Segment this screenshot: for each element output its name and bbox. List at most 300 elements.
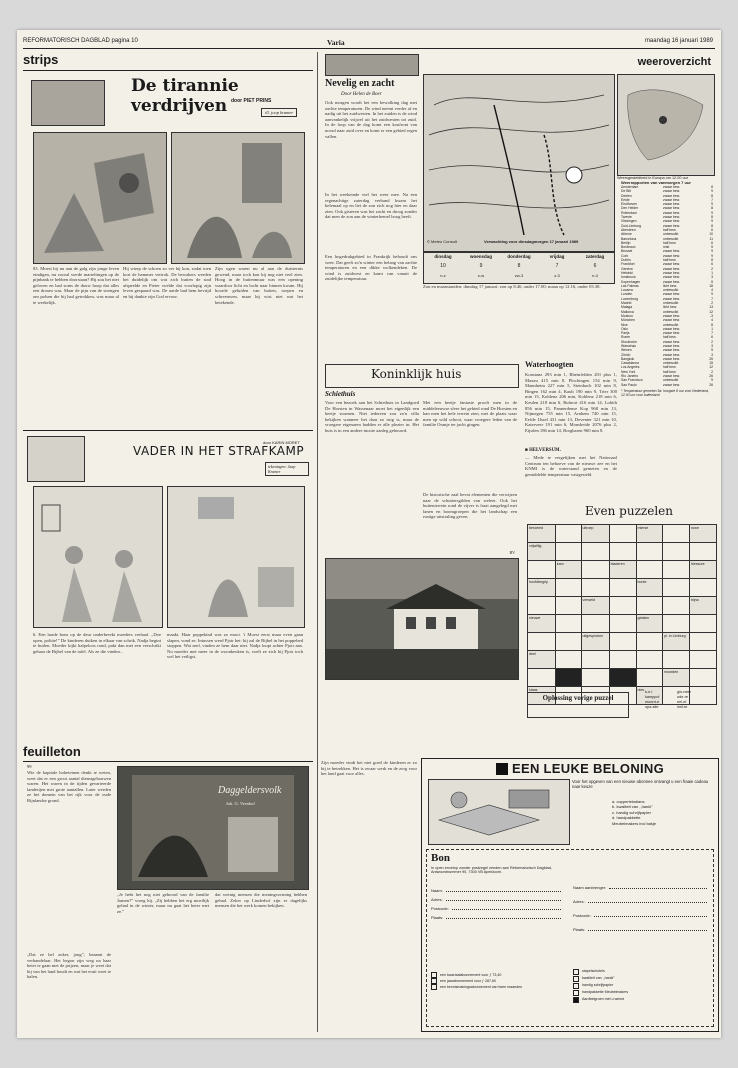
forecast-temps — [424, 263, 614, 269]
city-temp: 2 — [711, 339, 713, 344]
city-name: Londen — [621, 292, 633, 297]
feuilleton-rule — [23, 761, 313, 762]
city-name: Luxemburg — [621, 296, 638, 301]
form-field-line[interactable] — [594, 915, 707, 917]
city-condition: zwaar bew. — [663, 374, 680, 379]
puzzle-cell[interactable] — [663, 651, 690, 669]
city-condition: zwaar bew. — [663, 343, 680, 348]
oplossing-word: gin-neer — [677, 690, 691, 694]
tirannie-text-3: Zijn ogen waren nu al aan de duisternis gewend, maar toch kon hij nog niet veel zien. Hoog in de buitenmuur was een opening waardoor licht en lucht naar binnen kwam. Hij hoorde geluiden van buiten, roepen en schreeuwen, maar hij wist niet wat het betekende. — [215, 266, 303, 305]
form-field-label: Adres: — [431, 897, 443, 902]
city-condition: onbewolkt — [663, 301, 679, 306]
puzzle-cell: moorden — [663, 669, 690, 687]
city-condition: half bew. — [663, 369, 677, 374]
city-name: Genève — [621, 266, 633, 271]
beloning-ad — [421, 758, 719, 1032]
form-field[interactable] — [431, 884, 561, 893]
puzzle-cell[interactable] — [636, 669, 663, 687]
form-field-line[interactable] — [452, 908, 561, 910]
strafkamp-author: door KARIN MORET — [263, 440, 300, 445]
house-photo — [326, 559, 518, 679]
puzzle-cell[interactable] — [528, 597, 556, 615]
puzzle-cell[interactable] — [609, 543, 636, 561]
option-label: een kwartaalabonnement voor ƒ 73,40 — [440, 973, 502, 977]
waterhoogten-title: Waterhoogten — [525, 360, 574, 369]
forecast-days — [424, 254, 614, 259]
forecast-temp: 7 — [555, 263, 559, 269]
city-table-title: Weerrapporten van vanmorgen 7 uur — [621, 180, 691, 185]
puzzle-row — [528, 597, 717, 615]
oplossing-col-2 — [677, 690, 691, 710]
gift-choice[interactable] — [573, 996, 707, 1003]
city-condition: licht bew. — [663, 305, 677, 310]
puzzle-cell[interactable] — [555, 579, 581, 597]
oplossing-word: k-e-l — [645, 690, 653, 694]
puzzle-cell[interactable] — [581, 615, 609, 633]
choice-label: Aardbeigroen met u wenst — [582, 997, 624, 1001]
city-name: Bordeaux — [621, 245, 636, 250]
puzzle-cell[interactable] — [636, 597, 663, 615]
puzzle-cell[interactable] — [581, 561, 609, 579]
gift-choice[interactable] — [573, 975, 707, 982]
city-condition: zwaar bew. — [663, 223, 680, 228]
choice-label: handpakkette Meubelmakers — [582, 990, 629, 994]
city-condition: zwaar bew. — [663, 270, 680, 275]
puzzle-cell[interactable] — [581, 651, 609, 669]
city-condition: zwaar bew. — [663, 189, 680, 194]
city-condition: zwaar bew. — [663, 206, 680, 211]
city-name: Frankfort — [621, 262, 635, 267]
puzzle-cell: blessure — [690, 561, 717, 579]
forecast-temp: 8 — [517, 263, 521, 269]
puzzle-cell[interactable] — [663, 597, 690, 615]
city-condition: onbewolkt — [663, 309, 679, 314]
city-condition: zwaar bew. — [663, 296, 680, 301]
checkbox[interactable] — [573, 976, 579, 982]
city-condition: zwaar bew. — [663, 219, 680, 224]
city-condition: zwaar bew. — [663, 382, 680, 387]
form-field[interactable] — [573, 918, 707, 932]
city-name: Parijs — [621, 331, 630, 336]
city-temp: 9 — [711, 249, 713, 254]
city-condition: onbewolkt — [663, 322, 679, 327]
city-temp: 18 — [709, 283, 713, 288]
weather-title: Nevelig en zacht — [325, 78, 395, 89]
city-name: San Francisco — [621, 378, 643, 383]
city-condition: zwaar bew. — [663, 262, 680, 267]
city-condition: zwaar bew. — [663, 318, 680, 323]
puzzle-row — [528, 561, 717, 579]
checkbox[interactable] — [573, 983, 579, 989]
puzzle-cell[interactable] — [555, 543, 581, 561]
form-field-line[interactable] — [446, 899, 561, 901]
puzzle-cell[interactable] — [528, 633, 556, 651]
city-name: Wenen — [621, 348, 632, 353]
puzzle-cell: nieuwe — [528, 615, 556, 633]
city-temp: 9 — [711, 253, 713, 258]
city-name: Rotterdam — [621, 210, 637, 215]
puzzle-cell: ruwe — [690, 525, 717, 543]
form-field[interactable] — [573, 890, 707, 904]
feuilleton-text-2: „Dat ze hel zoker, jong”, beaamt de verhandelaar. Het begon zijn weg na haar beter te gaan met de prijzen, maar je weet dat hij van het land houdt en wat het eruit weet te halen. — [27, 952, 111, 980]
forecast-temp: 9 — [479, 263, 483, 269]
weeroverzicht-heading: weeroverzicht — [637, 56, 711, 68]
puzzle-cell[interactable] — [690, 615, 717, 633]
puzzle-cell[interactable] — [663, 543, 690, 561]
schiethuis-photo — [325, 558, 519, 680]
puzzle-cell[interactable] — [528, 669, 556, 687]
city-name: Rome — [621, 335, 631, 340]
puzzle-cell: deel — [528, 651, 556, 669]
city-temp: 4 — [711, 288, 713, 293]
city-condition: zwaar bew. — [663, 210, 680, 215]
strips-rule — [23, 70, 313, 71]
form-field-line[interactable] — [609, 887, 707, 889]
puzzle-cell: klaas — [528, 687, 556, 705]
gift-choice[interactable] — [573, 968, 707, 975]
puzzle-cell[interactable] — [555, 597, 581, 615]
header-rule — [23, 48, 715, 49]
city-temp: 3 — [711, 343, 713, 348]
feuilleton-illustration — [117, 766, 309, 890]
city-temp: 9 — [711, 378, 713, 383]
checkbox[interactable] — [573, 969, 579, 975]
forecast-day: woensdag — [469, 254, 492, 259]
zee-title: ■ HELVERSUM. — [525, 448, 561, 453]
city-temp: 7 — [711, 296, 713, 301]
checkbox[interactable] — [573, 997, 579, 1003]
koninklijk-text-1: Voor een bezoek aan het Schiethuis in Landgoed De Horsten in Wassenaar moet het eigenlijk een beetje stormen. Niet iedereen zou zo'n villa bekijken wanneer het daar zo ruig is, maar de vroegere eigenaren hadden er alle plezier in. Het huis is in een andere mooie aanleg gebouwd. — [325, 400, 419, 433]
weather-banner — [325, 54, 419, 76]
form-field[interactable] — [573, 876, 707, 890]
city-condition: zwaar bew. — [663, 275, 680, 280]
oplossing-title: Oplossing vorige puzzel — [542, 694, 614, 702]
form-field-label: Naam: — [431, 888, 443, 893]
zee-text: — Mede te vergelijken met het Nationaal Centrum ten behoeve van de nieuwe zee en het KNMI is de waterstand gemeten en de gemiddelde temperatuur vastgesteld. — [525, 455, 617, 477]
city-name: Amsterdam — [621, 185, 639, 189]
room-drawing — [168, 487, 304, 627]
puzzle-cell: pl. in Limburg — [663, 633, 690, 651]
city-temp: 3 — [711, 275, 713, 280]
gifts-drawing — [429, 780, 569, 844]
puzzle-cell[interactable] — [555, 633, 581, 651]
forecast-note: Zon en maanstanden: dinsdag 17 januari: zon op 8.46, onder 17.00; maan op 12.16, onder 03.38. — [423, 284, 601, 289]
city-condition: mist — [663, 245, 670, 250]
city-table — [621, 180, 717, 480]
header-section: Varia — [327, 38, 345, 47]
city-temp: 2 — [711, 369, 713, 374]
city-name: Bangkok — [621, 356, 635, 361]
puzzle-cell[interactable] — [663, 561, 690, 579]
tirannie-illustrator: ill. joop kramer — [261, 108, 297, 117]
puzzle-cell[interactable] — [690, 651, 717, 669]
choice-label: kwaliteit van ,,hanki” — [582, 976, 615, 980]
form-field-line[interactable] — [588, 929, 707, 931]
city-name: Den Helder — [621, 206, 639, 211]
puzzle-cell[interactable] — [609, 525, 636, 543]
oplossing-word: inril-te — [677, 705, 688, 709]
waterhoogten-text: Konstanz 293 min 1, Rheinfelden 201 plus 1, Maxau 415 min 8, Plochingen 154 min 9, Mannheim 227 min 5, Steinbach 102 min 8, Bingen 162 min 4, Kaub 190 min 9, Trier 300 min 15, Koblenz 206 min, Koblenz 218 min 6, Keulen 218 min 6, Ruhrort 416 min 14, Lobith 856 min 15, Pannerdense Kop 968 min 13, Nijmegen 755 min 15, Arnhem 740 min 15, Eefde IJssel 431 min 13, Deventer 321 min 10, Katerveer 191 min 6, Monsheide 2076 plus 2, Eijsden 186 min 14, Borgharen 960 min 8. — [525, 372, 617, 433]
feuilleton-number: 99 — [27, 764, 32, 769]
feuilleton-text-1: Wie de kapitale hoheteinen denkt te weten, weet dat er een groot aantal dienstgebouwen waren. Het waren in de tijden gevarieerde landerijen met grote aantallen. Later werden ze het domein van het rijk voor de oude Rijnlandse grond. — [27, 770, 111, 803]
beloning-intro: Voor het opgeven van een nieuwe abonnee ontvangt u een fraaie cadeau naar keuze — [572, 779, 709, 789]
city-temp: 9 — [711, 210, 713, 215]
city-temp: 2 — [711, 301, 713, 306]
puzzle-cell[interactable] — [555, 651, 581, 669]
puzzle-row — [528, 651, 717, 669]
city-temp: 2 — [711, 266, 713, 271]
city-name: Eindhoven — [621, 202, 638, 207]
city-name: Mallorca — [621, 309, 634, 314]
puzzle-cell[interactable] — [609, 579, 636, 597]
dungeon-drawing — [34, 133, 166, 263]
form-field-label: Postcode: — [431, 906, 449, 911]
tirannie-text-1: 83. Moest hij nu aan de galg zijn jonge leven eindigen, nu vooral werde marteltingen op de pijnbank te hebben doorstaan? Hij zou het niet geloven en had soms de douw hoop dat alles een droom was. Maar de pijn van de strengen om polsen die hij had getrokken, was maar al te werkelijk. — [33, 266, 119, 305]
oplossing-word: moord-e — [645, 700, 660, 704]
forecast-codes — [424, 273, 614, 278]
form-field-label: Plaats: — [431, 915, 444, 920]
oplossing-col-1 — [645, 690, 659, 710]
puzzle-cell[interactable] — [581, 669, 609, 687]
puzzle-cell[interactable] — [528, 561, 556, 579]
strafkamp-text-2: maakt. Haar poppekind was zo mooi. 't Moest eerst maar even gaan slapen, vond ze. Intussen werd Pjotr het: hij zal de Bijbel in het poppebed stoppen. Wat snel, vinden ze hem daar niet. Nadja loopt achter Pjotr aan. Nu moeder met meer in de woonkeuken is, voelt ze zich bij Pjotr toch wel het veiligst. — [167, 632, 303, 660]
options-list — [431, 972, 567, 990]
city-name: Sao Paulo — [621, 382, 637, 387]
puzzel-title: Even puzzelen — [585, 504, 674, 518]
feuilleton-text-5: Zijn moeder vindt het niet goed de kinderen er zo bij te betrekken. Het is zwaar werk en de zorg voor het land gaat voor alles. — [321, 760, 417, 777]
gift-item: b. kwaliteit van ,,hanki” — [612, 804, 653, 810]
forecast-day: dinsdag — [434, 254, 452, 259]
city-condition: zwaar bew. — [663, 215, 680, 220]
form-field[interactable] — [431, 911, 561, 920]
form-field-line[interactable] — [588, 901, 707, 903]
city-name: Eelde — [621, 197, 630, 202]
city-condition: zwaar bew. — [663, 292, 680, 297]
city-condition: half bew. — [663, 258, 677, 263]
puzzle-cell: mierse — [636, 525, 663, 543]
city-temp: 11 — [709, 236, 713, 241]
city-name: Warschau — [621, 343, 637, 348]
city-temp: 9 — [711, 219, 713, 224]
option-label: een jaarabonnement voor ƒ 287,60 — [440, 979, 496, 983]
gift-item: c. handig schrijfpapier — [612, 809, 651, 815]
header-date: maandag 16 januari 1989 — [644, 38, 713, 44]
puzzle-cell[interactable] — [663, 579, 690, 597]
puzzle-cell[interactable] — [609, 597, 636, 615]
form-field[interactable] — [431, 893, 561, 902]
subscription-option[interactable] — [431, 984, 567, 990]
puzzle-row — [528, 579, 717, 597]
city-temp: 6 — [711, 262, 713, 267]
puzzle-cell[interactable] — [690, 579, 717, 597]
tirannie-vignette — [31, 80, 105, 126]
puzzle-cell[interactable] — [690, 669, 717, 687]
city-temp: 26 — [709, 382, 713, 387]
waterhoogten-section — [525, 360, 617, 500]
puzzle-cell[interactable] — [690, 633, 717, 651]
city-name: Rio Janeiro — [621, 374, 639, 379]
city-temp: 10 — [709, 232, 713, 237]
forecast-day: zaterdag — [585, 254, 605, 259]
strafkamp-vignette — [27, 436, 85, 482]
tirannie-title: De tirannie verdrijven — [131, 76, 239, 116]
city-name: New York — [621, 369, 636, 374]
tirannie-panel-1 — [33, 132, 167, 264]
fields-right — [573, 876, 707, 932]
gifts-illustration — [428, 779, 570, 845]
gift-choice[interactable] — [573, 982, 707, 989]
choices-list — [573, 968, 707, 1003]
city-temp: 6 — [711, 335, 713, 340]
city-name: Vlissingen — [621, 219, 637, 224]
koninklijk-text-3: De historische zaal bevat elementen die verwijzen naar de schuttersgilden van weleer. Ook het buitenterrein rond de vijver is fraai aangelegd met lanen en boomgroepen die het landschap een rustige uitstraling geven. — [423, 492, 517, 520]
form-field-line[interactable] — [446, 890, 561, 892]
feuilleton-text-3: „Je hebt het nog niet gehoord van de familie Jansen?” vroeg hij. „Zij hebben het erg moeilijk gehad in de winter, maar nu gaat het beter met ze.” — [117, 892, 209, 914]
puzzle-cell[interactable] — [663, 525, 690, 543]
puzzle-cell: uitroep — [581, 525, 609, 543]
puzzle-cell[interactable] — [555, 615, 581, 633]
forecast-code: z-w — [477, 273, 485, 278]
feuilleton-text-4: dat weinig mensen die meningvorming hebben gehad. Zeker op Linderhof zijn er dagelijks mensen die het werk komen bekijken. — [215, 892, 307, 909]
puzzle-cell: nies — [636, 687, 663, 705]
puzzle-cell: verweid — [581, 597, 609, 615]
europe-map — [617, 74, 715, 176]
koninklijk-section — [321, 360, 521, 750]
arrow-icon — [496, 763, 508, 775]
city-condition: zwaar bew. — [663, 331, 680, 336]
puzzle-cell[interactable] — [636, 561, 663, 579]
form-field-line[interactable] — [446, 917, 561, 919]
city-temp: 12 — [709, 309, 713, 314]
strafkamp-panel-2 — [167, 486, 305, 628]
city-name: Zürich — [621, 352, 631, 357]
city-name: Malaga — [621, 305, 633, 310]
forecast-code: zw-3 — [514, 273, 524, 278]
feuilleton-author: Joh. G. Veenhof — [226, 801, 255, 806]
form-field-label: Naam aanbrenger: — [573, 885, 607, 890]
city-condition: zwaar bew. — [663, 352, 680, 357]
checkbox[interactable] — [431, 984, 437, 990]
koninklijk-title: Koninklijk huis — [371, 367, 462, 381]
gift-choice[interactable] — [573, 989, 707, 996]
puzzle-cell: kam — [555, 561, 581, 579]
city-temp: 5 — [711, 348, 713, 353]
tirannie-author: door PIET PRINS — [231, 98, 272, 104]
city-name: Barcelona — [621, 236, 637, 241]
puzzle-cell: bijna — [690, 597, 717, 615]
puzzle-cell: hoofdbegrip — [528, 579, 556, 597]
puzzle-cell[interactable] — [609, 651, 636, 669]
city-condition: half bew. — [663, 240, 677, 245]
puzzle-cell[interactable] — [636, 633, 663, 651]
puzzle-cell[interactable] — [609, 633, 636, 651]
koninklijk-subtitle: Schiethuis — [325, 390, 356, 398]
puzzle-cell[interactable] — [663, 615, 690, 633]
city-name: Moskou — [621, 313, 633, 318]
forecast-code: n-z — [440, 273, 446, 278]
city-rows — [621, 185, 717, 387]
gift-item: a. coppertekstlans — [612, 799, 645, 804]
city-condition: onbewolkt — [663, 236, 679, 241]
puzzle-cell[interactable] — [581, 579, 609, 597]
puzzle-cell[interactable] — [636, 543, 663, 561]
forecast-strip — [423, 252, 615, 284]
puzzle-cell[interactable] — [555, 525, 581, 543]
city-condition: zwaar bew. — [663, 197, 680, 202]
puzzle-cell: bonte — [636, 579, 663, 597]
city-condition: onbewolkt — [663, 232, 679, 237]
city-temp: 6 — [711, 240, 713, 245]
city-condition: half bew. — [663, 227, 677, 232]
city-name: Helsinki — [621, 270, 633, 275]
newspaper-page — [17, 30, 721, 1038]
strafkamp-title: VADER IN HET STRAFKAMP — [133, 444, 305, 458]
puzzle-cell[interactable] — [581, 543, 609, 561]
city-temp: 8 — [711, 322, 713, 327]
forecast-temp: 10 — [440, 263, 446, 269]
forecast-temp: 6 — [593, 263, 597, 269]
puzzle-cell: bladeren — [609, 561, 636, 579]
city-temp: 5 — [711, 245, 713, 250]
oplossing-word: ode-re — [677, 695, 688, 699]
city-temp: 1 — [711, 326, 713, 331]
city-condition: onbewolkt — [663, 288, 679, 293]
city-name: Berlijn — [621, 240, 631, 245]
koninklijk-text-2: Met een beetje fantasie prooft men in de middeleeuwse sfeer het gebied rond De Horsten en kan men het hele terrein zien, met de plaats waar men op wild schoot, waar vroegere leden van de familie Oranje ter jacht gingen. — [423, 400, 517, 428]
strafkamp-header — [93, 440, 309, 480]
family-drawing — [34, 487, 162, 627]
gift-item: d. handpakkette — [612, 815, 641, 821]
puzzle-cell[interactable] — [636, 651, 663, 669]
bon-form — [426, 849, 714, 1027]
form-field[interactable] — [431, 902, 561, 911]
map-credit: © Meteo Consult — [427, 239, 457, 244]
puzzel-section — [525, 504, 717, 754]
city-temp: 13 — [709, 305, 713, 310]
city-condition: licht bew. — [663, 283, 677, 288]
city-table-footnote: * Temperatuur gemeten 5a: hoogste 8 uur voor Nederland, 12.00 uur voor buitenland — [621, 388, 709, 397]
oplossing-word: opa-stie — [645, 705, 659, 709]
weather-map — [423, 74, 615, 252]
city-name: Casablanca — [621, 361, 639, 366]
city-condition: zwaar bew. — [663, 266, 680, 271]
forecast-day: vrijdag — [549, 254, 565, 259]
puzzle-cell[interactable] — [690, 687, 717, 705]
puzzle-cell[interactable] — [609, 615, 636, 633]
column-divider — [317, 52, 318, 1032]
oplossing-word: kamppol — [645, 695, 660, 699]
city-temp: 12 — [709, 365, 713, 370]
checkbox[interactable] — [573, 990, 579, 996]
puzzle-cell: getalen — [636, 615, 663, 633]
city-name: Deelen — [621, 193, 632, 198]
puzzle-block — [555, 669, 581, 687]
city-name: Athene — [621, 232, 632, 237]
form-field-label: Adres: — [573, 899, 585, 904]
europe-drawing — [618, 75, 714, 175]
oplossing-word: eel-el — [677, 700, 687, 704]
city-name: Aberdeen — [621, 227, 636, 232]
forecast-day: donderdag — [507, 254, 531, 259]
option-label: een kennismakingsabonnement van twee maanden — [440, 985, 523, 989]
strafkamp-illustrator: tekeningen: Jaap Kramer — [265, 462, 309, 476]
form-field[interactable] — [573, 904, 707, 918]
puzzle-cell[interactable] — [690, 543, 717, 561]
map-label: Verwachting voor dinsdagmorgen 17 januari 1989 — [484, 239, 579, 244]
bon-title: Bon — [431, 852, 450, 864]
city-condition: zwaar bew. — [663, 193, 680, 198]
puzzle-cell: beroemd — [528, 525, 556, 543]
